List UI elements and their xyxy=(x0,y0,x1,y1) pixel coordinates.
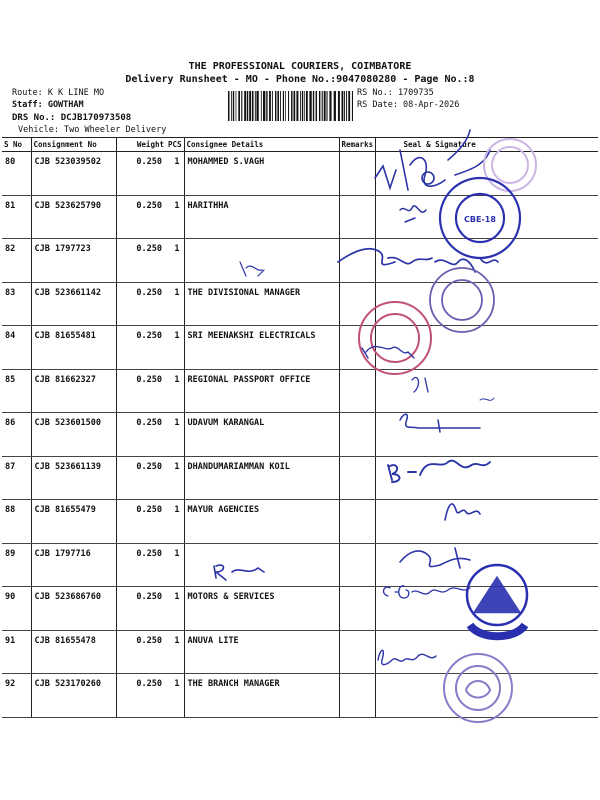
row-consignee: HARITHHA xyxy=(184,195,339,239)
row-consignee xyxy=(184,543,339,587)
table-row xyxy=(2,282,598,326)
barcode-bar xyxy=(247,91,249,121)
table-row xyxy=(2,369,598,413)
row-remarks xyxy=(339,369,375,413)
row-sno: 82 xyxy=(2,239,31,283)
barcode-bar xyxy=(341,91,343,121)
barcode-bar xyxy=(334,91,336,121)
table-row xyxy=(2,195,598,239)
route-label: Route: K K LINE MO xyxy=(12,88,105,98)
col-weight-header: Weight xyxy=(116,138,166,152)
barcode-bar xyxy=(285,91,286,121)
runsheet-table xyxy=(2,137,598,718)
row-remarks xyxy=(339,413,375,457)
row-remarks xyxy=(339,587,375,631)
row-seal-signature xyxy=(375,413,598,457)
barcode-bar xyxy=(280,91,281,121)
col-seal-header: Seal & Signature xyxy=(375,138,598,152)
row-consignment-no: CJB 523686760 xyxy=(31,587,116,631)
row-weight: 0.250 xyxy=(116,326,166,370)
barcode-bar xyxy=(306,91,308,121)
barcode-bar xyxy=(309,91,311,121)
row-weight: 0.250 xyxy=(116,500,166,544)
row-seal-signature xyxy=(375,152,598,196)
row-pcs: 1 xyxy=(166,326,184,370)
table-row xyxy=(2,413,598,457)
row-sno: 92 xyxy=(2,674,31,718)
row-weight: 0.250 xyxy=(116,456,166,500)
row-weight: 0.250 xyxy=(116,413,166,457)
row-seal-signature xyxy=(375,282,598,326)
col-consignment-header: Consignment No xyxy=(31,138,116,152)
table-row xyxy=(2,543,598,587)
barcode-bar xyxy=(300,91,301,121)
row-pcs: 1 xyxy=(166,674,184,718)
row-seal-signature xyxy=(375,456,598,500)
row-consignee: DHANDUMARIAMMAN KOIL xyxy=(184,456,339,500)
row-seal-signature xyxy=(375,195,598,239)
harithha-stamp-code: CBE-18 xyxy=(464,215,496,224)
row-weight: 0.250 xyxy=(116,587,166,631)
barcode-bar xyxy=(296,91,298,121)
row-remarks xyxy=(339,326,375,370)
row-remarks xyxy=(339,500,375,544)
row-consignee: REGIONAL PASSPORT OFFICE xyxy=(184,369,339,413)
barcode-bar xyxy=(241,91,242,121)
barcode-bar xyxy=(326,91,327,121)
col-pcs-header: PCS xyxy=(166,138,184,152)
row-pcs: 1 xyxy=(166,413,184,457)
barcode-bar xyxy=(316,91,317,121)
row-consignee: UDAVUM KARANGAL xyxy=(184,413,339,457)
row-seal-signature xyxy=(375,239,598,283)
row-consignee: MAYUR AGENCIES xyxy=(184,500,339,544)
row-consignee xyxy=(184,239,339,283)
barcode-bar xyxy=(272,91,273,121)
barcode-bar xyxy=(256,91,258,121)
barcode-bar xyxy=(252,91,254,121)
row-consignment-no: CJB 81662327 xyxy=(31,369,116,413)
row-consignment-no: CJB 523661139 xyxy=(31,456,116,500)
table-row xyxy=(2,630,598,674)
row-consignment-no: CJB 1797716 xyxy=(31,543,116,587)
row-consignment-no: CJB 523601500 xyxy=(31,413,116,457)
row-weight: 0.250 xyxy=(116,369,166,413)
vehicle-label: Vehicle: Two Wheeler Delivery xyxy=(18,125,167,135)
barcode-bar xyxy=(348,91,350,121)
barcode-bar xyxy=(228,91,229,121)
barcode-bar xyxy=(294,91,296,121)
table-row xyxy=(2,152,598,196)
row-sno: 91 xyxy=(2,630,31,674)
barcode-bar xyxy=(261,91,262,121)
staff-label: Staff: GOWTHAM xyxy=(12,100,84,110)
row-remarks xyxy=(339,456,375,500)
row-pcs: 1 xyxy=(166,500,184,544)
row-sno: 88 xyxy=(2,500,31,544)
row-pcs: 1 xyxy=(166,195,184,239)
barcode-bar xyxy=(352,91,353,121)
row-sno: 87 xyxy=(2,456,31,500)
barcode xyxy=(228,91,354,121)
row-seal-signature xyxy=(375,326,598,370)
row-sno: 85 xyxy=(2,369,31,413)
row-consignment-no: CJB 81655478 xyxy=(31,630,116,674)
barcode-bar xyxy=(329,91,331,121)
barcode-bar xyxy=(288,91,289,121)
row-consignment-no: CJB 523625790 xyxy=(31,195,116,239)
row-seal-signature xyxy=(375,630,598,674)
barcode-bar xyxy=(236,91,237,121)
row-consignment-no: CJB 81655481 xyxy=(31,326,116,370)
col-consignee-header: Consignee Details xyxy=(184,138,339,152)
barcode-bar xyxy=(275,91,276,121)
barcode-bar xyxy=(322,91,323,121)
row-pcs: 1 xyxy=(166,543,184,587)
row-remarks xyxy=(339,195,375,239)
company-title: THE PROFESSIONAL COURIERS, COIMBATORE xyxy=(188,61,412,72)
barcode-bar xyxy=(277,91,279,121)
col-remarks-header: Remarks xyxy=(339,138,375,152)
row-consignee: MOTORS & SERVICES xyxy=(184,587,339,631)
row-weight: 0.250 xyxy=(116,152,166,196)
row-pcs: 1 xyxy=(166,239,184,283)
row-weight: 0.250 xyxy=(116,282,166,326)
table-row xyxy=(2,239,598,283)
table-row xyxy=(2,456,598,500)
runsheet-subtitle: Delivery Runsheet - MO - Phone No.:9047080280 - Page No.:8 xyxy=(125,74,475,85)
drs-number: DRS No.: DCJB170973508 xyxy=(12,113,132,123)
row-sno: 90 xyxy=(2,587,31,631)
row-remarks xyxy=(339,674,375,718)
barcode-bar xyxy=(255,91,256,121)
row-pcs: 1 xyxy=(166,152,184,196)
barcode-bar xyxy=(263,91,265,121)
row-pcs: 1 xyxy=(166,630,184,674)
row-consignee: MOHAMMED S.VAGH xyxy=(184,152,339,196)
row-seal-signature xyxy=(375,369,598,413)
table-row xyxy=(2,326,598,370)
row-seal-signature xyxy=(375,674,598,718)
row-sno: 80 xyxy=(2,152,31,196)
row-consignee: ANUVA LITE xyxy=(184,630,339,674)
barcode-bar xyxy=(233,91,234,121)
barcode-bar xyxy=(231,91,232,121)
barcode-bar xyxy=(304,91,305,121)
row-consignee: THE BRANCH MANAGER xyxy=(184,674,339,718)
row-weight: 0.250 xyxy=(116,543,166,587)
row-consignee: THE DIVISIONAL MANAGER xyxy=(184,282,339,326)
table-header-row xyxy=(2,138,598,152)
col-sno-header: S No xyxy=(2,138,31,152)
barcode-bar xyxy=(319,91,320,121)
row-consignment-no: CJB 523170260 xyxy=(31,674,116,718)
row-sno: 83 xyxy=(2,282,31,326)
row-pcs: 1 xyxy=(166,456,184,500)
row-sno: 84 xyxy=(2,326,31,370)
row-seal-signature xyxy=(375,587,598,631)
barcode-bar xyxy=(344,91,345,121)
row-consignment-no: CJB 1797723 xyxy=(31,239,116,283)
row-consignee: SRI MEENAKSHI ELECTRICALS xyxy=(184,326,339,370)
table-row xyxy=(2,674,598,718)
table-row xyxy=(2,500,598,544)
row-consignment-no: CJB 523039502 xyxy=(31,152,116,196)
row-remarks xyxy=(339,239,375,283)
rs-date: RS Date: 08-Apr-2026 xyxy=(357,100,460,110)
barcode-bar xyxy=(244,91,246,121)
barcode-bar xyxy=(269,91,271,121)
barcode-bar xyxy=(324,91,326,121)
barcode-bar xyxy=(266,91,267,121)
row-remarks xyxy=(339,543,375,587)
row-remarks xyxy=(339,152,375,196)
row-sno: 89 xyxy=(2,543,31,587)
row-weight: 0.250 xyxy=(116,239,166,283)
barcode-bar xyxy=(249,91,251,121)
barcode-bar xyxy=(313,91,314,121)
row-sno: 81 xyxy=(2,195,31,239)
row-seal-signature xyxy=(375,543,598,587)
row-weight: 0.250 xyxy=(116,630,166,674)
row-consignment-no: CJB 81655479 xyxy=(31,500,116,544)
barcode-bar xyxy=(238,91,240,121)
row-pcs: 1 xyxy=(166,369,184,413)
row-pcs: 1 xyxy=(166,587,184,631)
barcode-bar xyxy=(338,91,340,121)
row-seal-signature xyxy=(375,500,598,544)
row-weight: 0.250 xyxy=(116,674,166,718)
row-consignment-no: CJB 523661142 xyxy=(31,282,116,326)
row-remarks xyxy=(339,282,375,326)
table-row xyxy=(2,587,598,631)
barcode-bar xyxy=(302,91,303,121)
barcode-bar xyxy=(291,91,292,121)
row-sno: 86 xyxy=(2,413,31,457)
barcode-bar xyxy=(346,91,347,121)
row-remarks xyxy=(339,630,375,674)
barcode-bar xyxy=(283,91,284,121)
row-pcs: 1 xyxy=(166,282,184,326)
rs-number: RS No.: 1709735 xyxy=(357,88,434,98)
row-weight: 0.250 xyxy=(116,195,166,239)
